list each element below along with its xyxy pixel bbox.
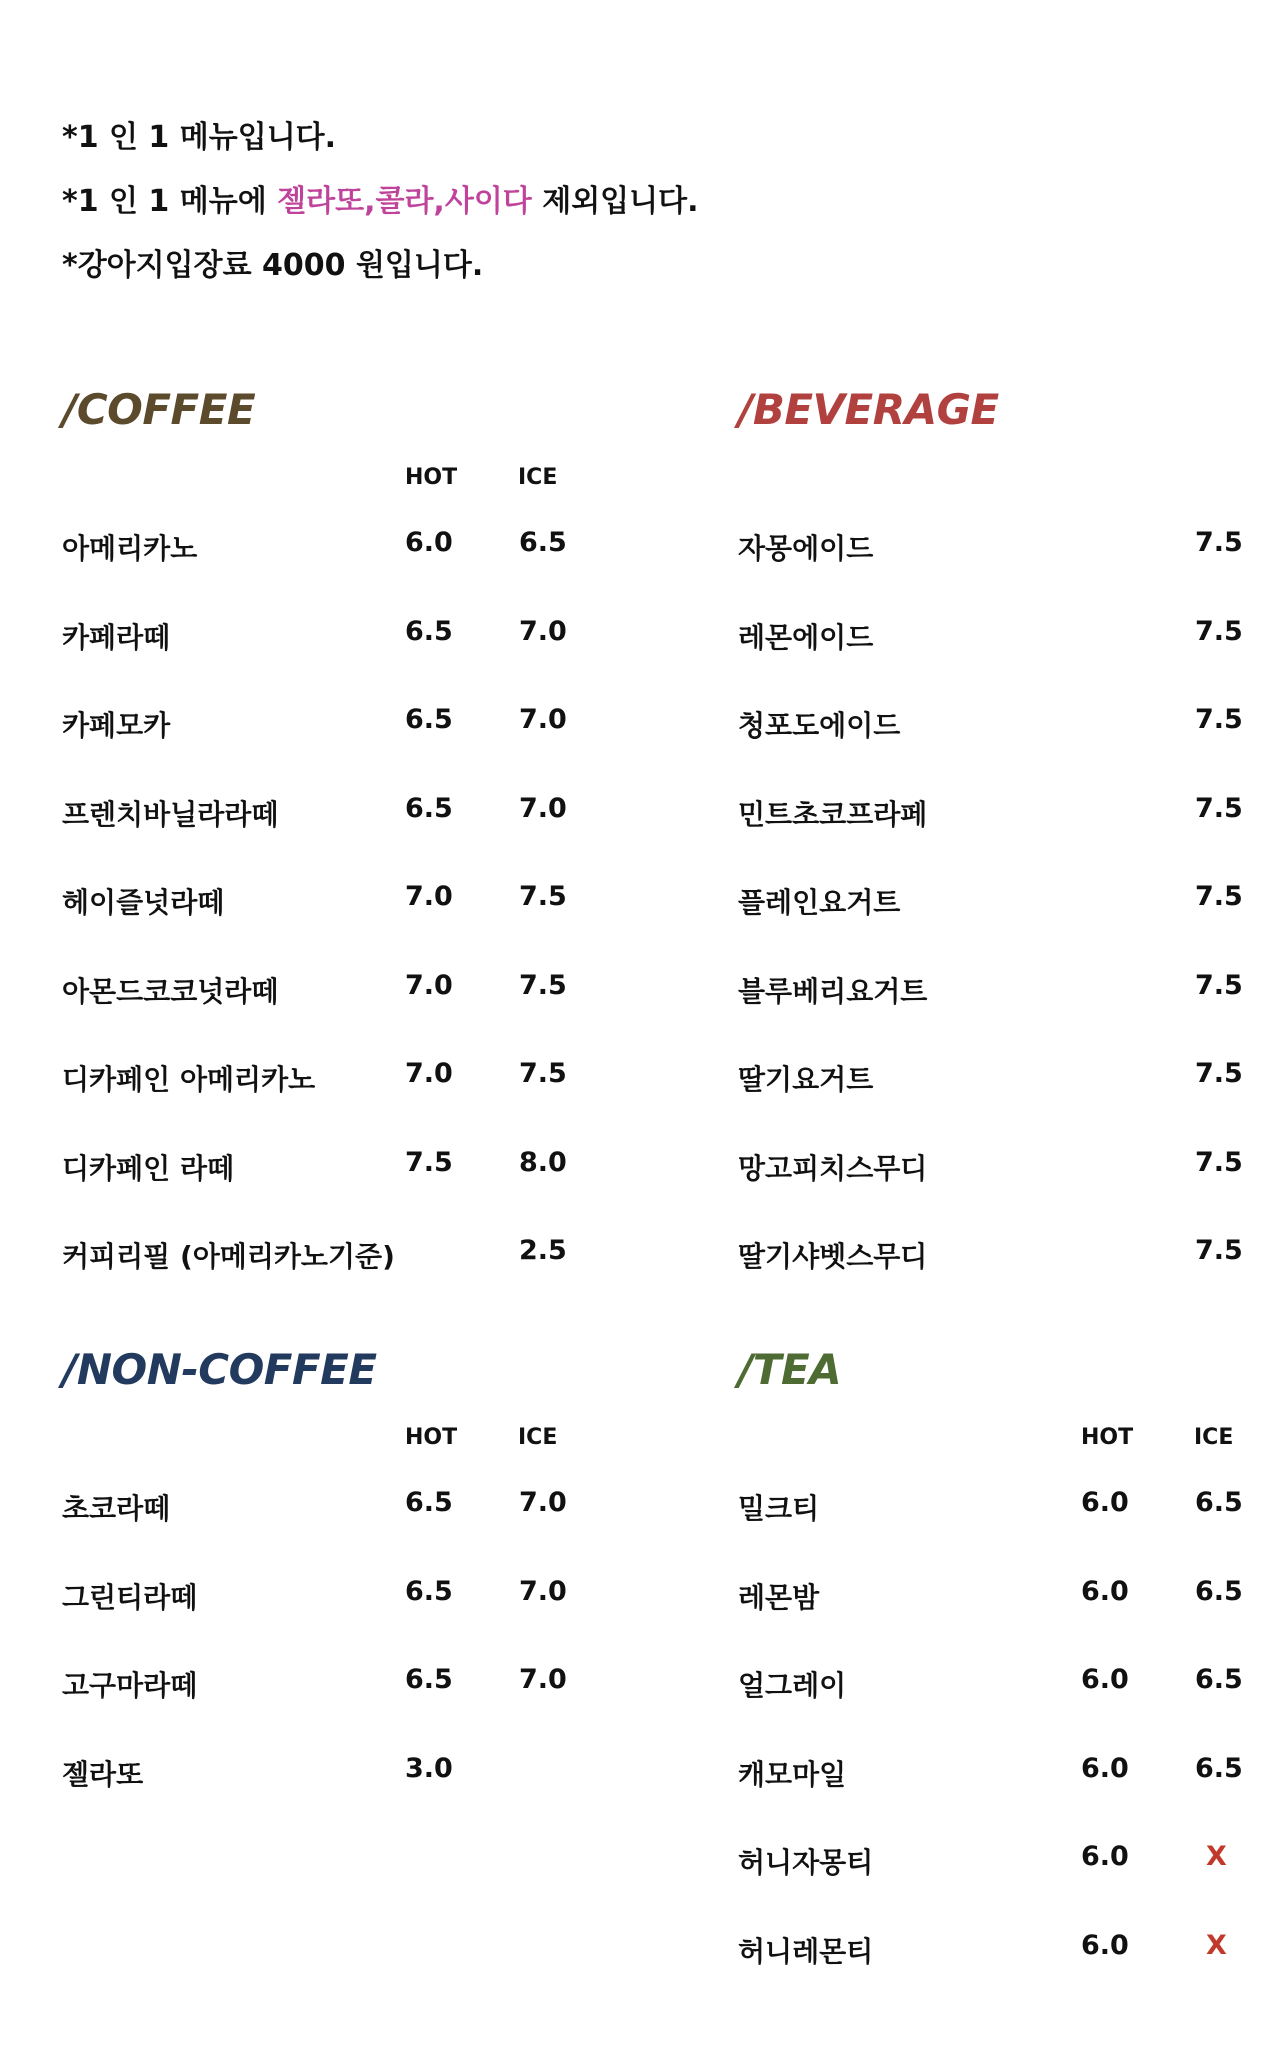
ice-price: 7.0 bbox=[519, 615, 567, 647]
hot-price: 6.5 bbox=[405, 704, 453, 735]
menu-item-row bbox=[738, 1235, 1284, 1275]
menu-item-name: 캐모마일 bbox=[738, 1757, 847, 1791]
hot-price: 7.0 bbox=[405, 1058, 453, 1089]
ice-price: 8.0 bbox=[519, 1146, 567, 1178]
menu-item-name: 블루베리요거트 bbox=[738, 974, 928, 1008]
notice-1 bbox=[62, 112, 699, 176]
hot-price: 3.0 bbox=[405, 1752, 453, 1784]
menu-item-name: 고구마라떼 bbox=[62, 1669, 198, 1702]
hot-price: 6.0 bbox=[1081, 1841, 1129, 1872]
ice-price: 7.5 bbox=[519, 969, 567, 1001]
menu-item-name: 허니레몬티 bbox=[738, 1934, 874, 1968]
price: 7.5 bbox=[1195, 792, 1243, 824]
menu-item-row bbox=[62, 527, 662, 567]
notice-3 bbox=[62, 240, 699, 304]
menu-item-name: 디카페인 라떼 bbox=[62, 1151, 235, 1185]
ice-price: 7.0 bbox=[519, 1664, 567, 1695]
menu-item-name: 그린티라떼 bbox=[62, 1580, 198, 1614]
menu-item-name: 레몬에이드 bbox=[738, 620, 874, 654]
menu-item-row bbox=[738, 1576, 1284, 1616]
menu-item-row bbox=[738, 881, 1284, 921]
menu-item-row bbox=[738, 1841, 1284, 1881]
hot-price: 7.0 bbox=[405, 881, 453, 912]
ice-price: 7.5 bbox=[519, 881, 567, 912]
ice-price: 6.5 bbox=[1195, 1664, 1243, 1695]
price: 7.5 bbox=[1195, 1058, 1243, 1089]
menu-item-name: 민트초코프라페 bbox=[738, 797, 928, 831]
menu-item-row bbox=[738, 793, 1284, 833]
menu-item-name: 프렌치바닐라라떼 bbox=[62, 797, 279, 831]
menu-item-name: 망고피치스무디 bbox=[738, 1151, 928, 1185]
ice-price: 6.5 bbox=[1195, 1487, 1243, 1518]
hot-price: 6.0 bbox=[1081, 1487, 1129, 1518]
menu-item-name: 딸기요거트 bbox=[738, 1063, 874, 1096]
menu-item-name: 밀크티 bbox=[738, 1492, 820, 1525]
menu-item-name: 젤라또 bbox=[62, 1757, 144, 1791]
menu-item-row bbox=[62, 970, 662, 1010]
hot-price: 6.0 bbox=[405, 527, 453, 558]
notice-list bbox=[62, 112, 699, 304]
unavailable-mark: X bbox=[1206, 1929, 1227, 1961]
tea-ice-header: ICE bbox=[1194, 1425, 1234, 1450]
hot-price: 7.0 bbox=[405, 969, 453, 1001]
coffee-ice-header: ICE bbox=[518, 465, 558, 490]
menu-item-row bbox=[62, 1753, 662, 1793]
coffee-title: /COFFEE bbox=[62, 385, 256, 434]
menu-item-name: 플레인요거트 bbox=[738, 886, 901, 919]
hot-price: 6.5 bbox=[405, 1575, 453, 1607]
menu-item-row bbox=[738, 1487, 1284, 1527]
menu-item-row bbox=[62, 881, 662, 921]
menu-item-name: 딸기샤벳스무디 bbox=[738, 1240, 928, 1273]
noncoffee-hot-header: HOT bbox=[405, 1425, 458, 1450]
ice-price: 6.5 bbox=[519, 527, 567, 558]
menu-item-name: 디카페인 아메리카노 bbox=[62, 1063, 316, 1096]
menu-item-row bbox=[738, 1058, 1284, 1098]
hot-price: 6.0 bbox=[1081, 1752, 1129, 1784]
noncoffee-title: /NON-COFFEE bbox=[62, 1345, 377, 1394]
hot-price: 6.5 bbox=[405, 615, 453, 647]
notice-text: *강아지입장료 4000 원입니다. bbox=[62, 248, 484, 283]
menu-item-row bbox=[62, 1487, 662, 1527]
menu-item-row bbox=[62, 1576, 662, 1616]
menu-item-name: 카페모카 bbox=[62, 709, 171, 742]
menu-item-row bbox=[738, 1664, 1284, 1704]
price: 7.5 bbox=[1195, 1235, 1243, 1266]
menu-item-row bbox=[738, 1147, 1284, 1187]
menu-item-row bbox=[62, 704, 662, 744]
price: 7.5 bbox=[1195, 969, 1243, 1001]
ice-price: 7.0 bbox=[519, 792, 567, 824]
unavailable-mark: X bbox=[1206, 1841, 1227, 1872]
menu-item-name: 청포도에이드 bbox=[738, 709, 901, 742]
price: 7.5 bbox=[1195, 881, 1243, 912]
menu-item-row bbox=[62, 793, 662, 833]
ice-price: 6.5 bbox=[1195, 1575, 1243, 1607]
menu-item-row bbox=[738, 1930, 1284, 1970]
price: 7.5 bbox=[1195, 615, 1243, 647]
menu-item-name: 아메리카노 bbox=[62, 532, 198, 565]
menu-item-row bbox=[62, 1058, 662, 1098]
coffee-hot-header: HOT bbox=[405, 465, 458, 490]
ice-price: 7.0 bbox=[519, 704, 567, 735]
menu-item-name: 커피리필 (아메리카노기준) bbox=[62, 1240, 395, 1273]
menu-item-row bbox=[62, 1147, 662, 1187]
notice-text: *1 인 1 메뉴입니다. bbox=[62, 120, 337, 155]
menu-item-row bbox=[738, 970, 1284, 1010]
menu-item-name: 카페라떼 bbox=[62, 620, 171, 654]
ice-price: 6.5 bbox=[1195, 1752, 1243, 1784]
noncoffee-ice-header: ICE bbox=[518, 1425, 558, 1450]
hot-price: 6.0 bbox=[1081, 1929, 1129, 1961]
menu-item-row bbox=[738, 616, 1284, 656]
ice-price: 7.0 bbox=[519, 1575, 567, 1607]
tea-hot-header: HOT bbox=[1081, 1425, 1134, 1450]
menu-item-name: 레몬밤 bbox=[738, 1580, 820, 1614]
hot-price: 6.5 bbox=[405, 1664, 453, 1695]
hot-price: 6.5 bbox=[405, 1487, 453, 1518]
hot-price: 6.5 bbox=[405, 792, 453, 824]
price: 7.5 bbox=[1195, 1146, 1243, 1178]
menu-item-name: 초코라떼 bbox=[62, 1492, 171, 1525]
notice-text: *1 인 1 메뉴에 bbox=[62, 184, 278, 219]
menu-item-row bbox=[738, 1753, 1284, 1793]
tea-title: /TEA bbox=[738, 1345, 842, 1394]
menu-item-row bbox=[738, 527, 1284, 567]
ice-price: 7.5 bbox=[519, 1058, 567, 1089]
beverage-title: /BEVERAGE bbox=[738, 385, 999, 434]
menu-item-name: 자몽에이드 bbox=[738, 532, 874, 565]
ice-price: 7.0 bbox=[519, 1487, 567, 1518]
hot-price: 6.0 bbox=[1081, 1575, 1129, 1607]
menu-item-name: 아몬드코코넛라떼 bbox=[62, 974, 279, 1008]
notice-text: 제외입니다. bbox=[531, 184, 699, 219]
menu-item-row bbox=[62, 1664, 662, 1704]
hot-price: 6.0 bbox=[1081, 1664, 1129, 1695]
menu-item-name: 얼그레이 bbox=[738, 1669, 847, 1702]
notice-2 bbox=[62, 176, 699, 240]
notice-highlight: 젤라또,콜라,사이다 bbox=[277, 184, 532, 219]
ice-price: 2.5 bbox=[519, 1235, 567, 1266]
price: 7.5 bbox=[1195, 527, 1243, 558]
menu-item-row bbox=[62, 1235, 662, 1275]
menu-item-name: 헤이즐넛라떼 bbox=[62, 886, 225, 919]
price: 7.5 bbox=[1195, 704, 1243, 735]
hot-price: 7.5 bbox=[405, 1146, 453, 1178]
menu-item-name: 허니자몽티 bbox=[738, 1846, 874, 1879]
menu-item-row bbox=[738, 704, 1284, 744]
menu-item-row bbox=[62, 616, 662, 656]
